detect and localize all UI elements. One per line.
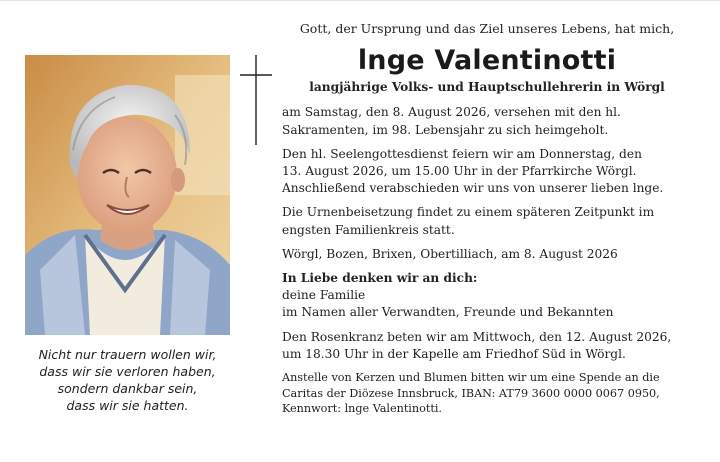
text-line: Anschließend verabschieden wir uns von unserer lieben lnge.: [282, 181, 664, 196]
text-line: Die Urnenbeisetzung findet zu einem späteren Zeitpunkt im: [282, 205, 655, 220]
text-line: Wörgl, Bozen, Brixen, Obertilliach, am 8. August 2026: [282, 246, 618, 261]
text-line: Den hl. Seelengottesdienst feiern wir am Donnerstag, den: [282, 146, 642, 161]
text-line: Anstelle von Kerzen und Blumen bitten wir um eine Spende an die: [282, 371, 660, 385]
poem-line: dass wir sie hatten.: [66, 398, 189, 413]
text-line: Kennwort: lnge Valentinotti.: [282, 402, 442, 416]
death-notice: [282, 104, 692, 138]
portrait-illustration: [25, 55, 230, 335]
opening-line: Gott, der Ursprung und das Ziel unseres Lebens, hat mich,: [299, 21, 675, 36]
text-line: Sakramenten, im 98. Lebensjahr zu sich heimgeholt.: [282, 122, 609, 137]
text-line: 13. August 2026, um 15.00 Uhr in der Pfarrkirche Wörgl.: [282, 164, 637, 179]
latin-cross-icon: [240, 55, 272, 145]
rosary-notice: [282, 329, 692, 363]
poem-line: dass wir sie verloren haben,: [39, 364, 216, 379]
place-date: [282, 246, 692, 263]
poem-line: Nicht nur trauern wollen wir,: [38, 347, 217, 362]
donation-notice: [282, 370, 692, 417]
text-line: deine Familie: [282, 288, 366, 303]
notice-text: [282, 20, 692, 424]
text-line: im Namen aller Verwandten, Freunde und Bekannten: [282, 305, 614, 320]
love-heading: In Liebe denken wir an dich:: [282, 271, 478, 286]
deceased-occupation: langjährige Volks- und Hauptschullehrerin in Wörgl: [309, 80, 665, 95]
text-line: Den Rosenkranz beten wir am Mittwoch, den 12. August 2026,: [282, 329, 672, 344]
mourners: [282, 270, 692, 322]
text-line: um 18.30 Uhr in der Kapelle am Friedhof Süd in Wörgl.: [282, 346, 626, 361]
urn-notice: [282, 204, 692, 238]
poem-line: sondern dankbar sein,: [57, 381, 198, 396]
deceased-name: lnge Valentinotti: [357, 45, 617, 77]
text-line: am Samstag, den 8. August 2026, versehen mit den hl.: [282, 105, 621, 120]
memorial-poem: [10, 346, 245, 414]
text-line: engsten Familienkreis statt.: [282, 222, 455, 237]
portrait-photo: [25, 55, 230, 335]
text-line: Caritas der Diözese Innsbruck, IBAN: AT79 3600 0000 0067 0950,: [282, 386, 660, 400]
mass-notice: [282, 146, 692, 198]
